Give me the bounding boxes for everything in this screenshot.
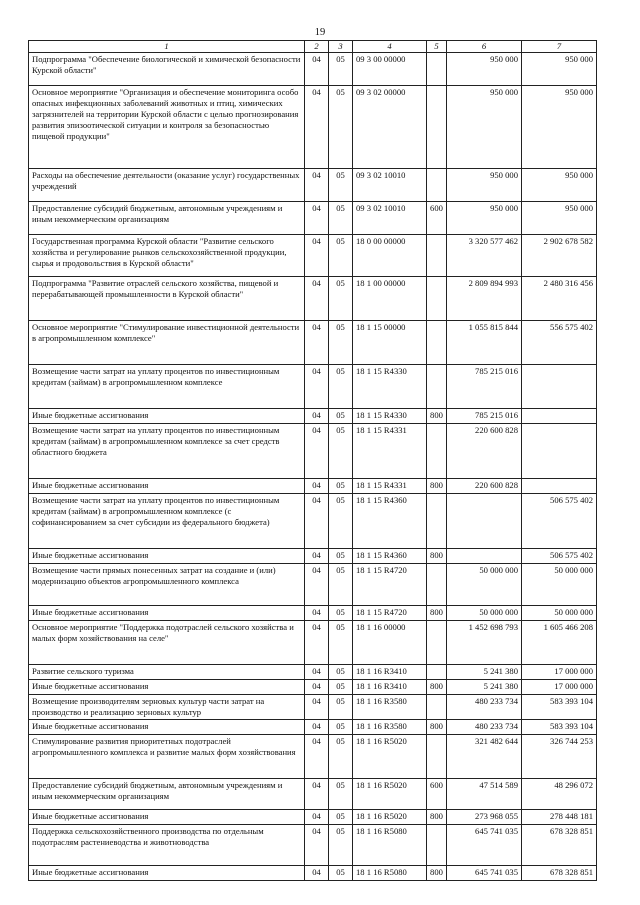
row-sum-year2-cell: 506 575 402: [522, 494, 597, 549]
row-sum-year1-cell: 220 600 828: [447, 479, 522, 494]
row-name-cell: Расходы на обеспечение деятельности (оказание услуг) государственных учреждений: [29, 169, 305, 202]
table-row: [29, 424, 597, 479]
row-subsection-cell: 05: [329, 365, 353, 409]
row-name-cell: Государственная программа Курской области "Развитие сельского хозяйства и регулирование рынков сельскохозяйственной продукции, сырья и продовольствия в Курской области": [29, 235, 305, 277]
row-expense-type-cell: 800: [427, 409, 447, 424]
row-section-cell: 04: [305, 235, 329, 277]
row-subsection-cell: 05: [329, 169, 353, 202]
row-subsection-cell: 05: [329, 86, 353, 169]
row-expense-type-cell: 800: [427, 606, 447, 621]
row-target-article-cell: 18 1 16 R5080: [353, 866, 427, 881]
row-sum-year2-cell: 950 000: [522, 53, 597, 86]
row-section-cell: 04: [305, 825, 329, 866]
row-target-article-cell: 18 1 16 00000: [353, 621, 427, 665]
row-name-cell: Подпрограмма "Обеспечение биологической и химической безопасности Курской области": [29, 53, 305, 86]
row-target-article-cell: 18 1 16 R5020: [353, 735, 427, 779]
row-sum-year1-cell: 273 968 055: [447, 810, 522, 825]
header-cell: 5: [427, 41, 447, 53]
row-sum-year1-cell: [447, 494, 522, 549]
table-row: [29, 825, 597, 866]
row-sum-year1-cell: 1 055 815 844: [447, 321, 522, 365]
row-expense-type-cell: [427, 564, 447, 606]
table-row: [29, 665, 597, 680]
table-row: [29, 169, 597, 202]
row-target-article-cell: 18 1 15 00000: [353, 321, 427, 365]
row-sum-year1-cell: 50 000 000: [447, 606, 522, 621]
row-section-cell: 04: [305, 494, 329, 549]
table-row: [29, 235, 597, 277]
row-subsection-cell: 05: [329, 321, 353, 365]
row-expense-type-cell: [427, 665, 447, 680]
row-sum-year2-cell: 583 393 104: [522, 720, 597, 735]
row-expense-type-cell: [427, 621, 447, 665]
table-row: [29, 53, 597, 86]
row-sum-year1-cell: 5 241 380: [447, 680, 522, 695]
row-expense-type-cell: [427, 695, 447, 720]
row-name-cell: Иные бюджетные ассигнования: [29, 409, 305, 424]
row-subsection-cell: 05: [329, 424, 353, 479]
header-row: [29, 41, 597, 53]
row-subsection-cell: 05: [329, 277, 353, 321]
table-row: [29, 321, 597, 365]
row-section-cell: 04: [305, 720, 329, 735]
row-section-cell: 04: [305, 202, 329, 235]
row-subsection-cell: 05: [329, 479, 353, 494]
row-subsection-cell: 05: [329, 564, 353, 606]
row-target-article-cell: 18 1 15 R4720: [353, 564, 427, 606]
row-section-cell: 04: [305, 409, 329, 424]
row-target-article-cell: 09 3 02 10010: [353, 169, 427, 202]
row-name-cell: Возмещение части затрат на уплату процентов по инвестиционным кредитам (займам) в агропромышленном комплексе (с софинансированием за счет субсидии из федерального бюджета): [29, 494, 305, 549]
row-target-article-cell: 18 1 16 R5020: [353, 779, 427, 810]
row-sum-year1-cell: 321 482 644: [447, 735, 522, 779]
row-section-cell: 04: [305, 606, 329, 621]
row-sum-year1-cell: 785 215 016: [447, 409, 522, 424]
row-sum-year1-cell: [447, 549, 522, 564]
row-subsection-cell: 05: [329, 810, 353, 825]
row-section-cell: 04: [305, 53, 329, 86]
table-row: [29, 494, 597, 549]
row-sum-year1-cell: 645 741 035: [447, 825, 522, 866]
row-subsection-cell: 05: [329, 606, 353, 621]
row-sum-year2-cell: 950 000: [522, 86, 597, 169]
row-target-article-cell: 18 1 16 R5020: [353, 810, 427, 825]
row-name-cell: Иные бюджетные ассигнования: [29, 606, 305, 621]
row-subsection-cell: 05: [329, 779, 353, 810]
row-sum-year1-cell: 1 452 698 793: [447, 621, 522, 665]
row-section-cell: 04: [305, 810, 329, 825]
table-row: [29, 479, 597, 494]
table-row: [29, 202, 597, 235]
row-name-cell: Иные бюджетные ассигнования: [29, 680, 305, 695]
row-sum-year2-cell: 2 902 678 582: [522, 235, 597, 277]
row-section-cell: 04: [305, 779, 329, 810]
row-subsection-cell: 05: [329, 866, 353, 881]
table-row: [29, 277, 597, 321]
row-expense-type-cell: 800: [427, 810, 447, 825]
row-expense-type-cell: 800: [427, 720, 447, 735]
row-sum-year1-cell: 2 809 894 993: [447, 277, 522, 321]
row-subsection-cell: 05: [329, 202, 353, 235]
row-expense-type-cell: [427, 321, 447, 365]
row-target-article-cell: 09 3 02 00000: [353, 86, 427, 169]
row-target-article-cell: 18 1 16 R3580: [353, 695, 427, 720]
row-expense-type-cell: 800: [427, 866, 447, 881]
row-target-article-cell: 18 1 16 R3410: [353, 680, 427, 695]
row-subsection-cell: 05: [329, 735, 353, 779]
row-subsection-cell: 05: [329, 409, 353, 424]
row-name-cell: Стимулирование развития приоритетных подотраслей агропромышленного комплекса и развитие малых форм хозяйствования: [29, 735, 305, 779]
row-expense-type-cell: 800: [427, 549, 447, 564]
row-section-cell: 04: [305, 424, 329, 479]
row-section-cell: 04: [305, 665, 329, 680]
row-name-cell: Основное мероприятие "Стимулирование инвестиционной деятельности в агропромышленном комплексе": [29, 321, 305, 365]
row-subsection-cell: 05: [329, 235, 353, 277]
row-section-cell: 04: [305, 621, 329, 665]
row-target-article-cell: 18 1 16 R5080: [353, 825, 427, 866]
row-section-cell: 04: [305, 277, 329, 321]
row-sum-year1-cell: 950 000: [447, 169, 522, 202]
row-section-cell: 04: [305, 365, 329, 409]
row-section-cell: 04: [305, 479, 329, 494]
row-sum-year1-cell: 3 320 577 462: [447, 235, 522, 277]
budget-table: [28, 40, 597, 881]
header-cell: 3: [329, 41, 353, 53]
row-target-article-cell: 09 3 00 00000: [353, 53, 427, 86]
row-target-article-cell: 18 1 15 R4331: [353, 479, 427, 494]
row-name-cell: Иные бюджетные ассигнования: [29, 720, 305, 735]
row-expense-type-cell: [427, 365, 447, 409]
table-row: [29, 695, 597, 720]
row-target-article-cell: 09 3 02 10010: [353, 202, 427, 235]
row-subsection-cell: 05: [329, 720, 353, 735]
table-row: [29, 564, 597, 606]
row-subsection-cell: 05: [329, 53, 353, 86]
row-section-cell: 04: [305, 866, 329, 881]
table-row: [29, 365, 597, 409]
row-target-article-cell: 18 1 15 R4360: [353, 549, 427, 564]
row-subsection-cell: 05: [329, 549, 353, 564]
row-name-cell: Иные бюджетные ассигнования: [29, 810, 305, 825]
row-name-cell: Иные бюджетные ассигнования: [29, 549, 305, 564]
table-row: [29, 680, 597, 695]
row-sum-year2-cell: 556 575 402: [522, 321, 597, 365]
table-row: [29, 779, 597, 810]
row-name-cell: Иные бюджетные ассигнования: [29, 479, 305, 494]
row-sum-year1-cell: 645 741 035: [447, 866, 522, 881]
row-section-cell: 04: [305, 86, 329, 169]
table-row: [29, 409, 597, 424]
table-row: [29, 621, 597, 665]
row-expense-type-cell: [427, 169, 447, 202]
row-expense-type-cell: [427, 825, 447, 866]
row-sum-year1-cell: 5 241 380: [447, 665, 522, 680]
row-sum-year2-cell: 678 328 851: [522, 825, 597, 866]
row-section-cell: 04: [305, 321, 329, 365]
row-expense-type-cell: 800: [427, 479, 447, 494]
row-sum-year1-cell: 950 000: [447, 86, 522, 169]
row-sum-year2-cell: 50 000 000: [522, 564, 597, 606]
row-section-cell: 04: [305, 169, 329, 202]
row-expense-type-cell: 600: [427, 202, 447, 235]
row-name-cell: Поддержка сельскохозяйственного производства по отдельным подотраслям растениеводства и животноводства: [29, 825, 305, 866]
row-sum-year1-cell: 950 000: [447, 53, 522, 86]
row-section-cell: 04: [305, 735, 329, 779]
row-name-cell: Подпрограмма "Развитие отраслей сельского хозяйства, пищевой и перерабатывающей промышленности в Курской области": [29, 277, 305, 321]
row-sum-year2-cell: 326 744 253: [522, 735, 597, 779]
row-subsection-cell: 05: [329, 825, 353, 866]
row-name-cell: Основное мероприятие "Организация и обеспечение мониторинга особо опасных инфекционных заболеваний животных и птиц, химических загрязнителей на территории Курской области с целью прогнозирования развития эпизоотической ситуации и контроля за безопасностью пищевой продукции": [29, 86, 305, 169]
row-target-article-cell: 18 1 15 R4360: [353, 494, 427, 549]
row-sum-year2-cell: 278 448 181: [522, 810, 597, 825]
header-cell: 6: [447, 41, 522, 53]
row-subsection-cell: 05: [329, 680, 353, 695]
row-expense-type-cell: 600: [427, 779, 447, 810]
row-sum-year2-cell: 950 000: [522, 202, 597, 235]
row-subsection-cell: 05: [329, 665, 353, 680]
row-target-article-cell: 18 1 15 R4330: [353, 365, 427, 409]
row-target-article-cell: 18 1 00 00000: [353, 277, 427, 321]
row-expense-type-cell: [427, 735, 447, 779]
row-name-cell: Возмещение части затрат на уплату процентов по инвестиционным кредитам (займам) в агропромышленном комплексе: [29, 365, 305, 409]
row-subsection-cell: 05: [329, 695, 353, 720]
row-sum-year2-cell: 17 000 000: [522, 665, 597, 680]
row-expense-type-cell: [427, 277, 447, 321]
row-name-cell: Развитие сельского туризма: [29, 665, 305, 680]
row-sum-year2-cell: 48 296 072: [522, 779, 597, 810]
row-sum-year2-cell: [522, 479, 597, 494]
row-sum-year1-cell: 480 233 734: [447, 695, 522, 720]
table-row: [29, 606, 597, 621]
table-row: [29, 720, 597, 735]
table-row: [29, 549, 597, 564]
row-sum-year1-cell: 950 000: [447, 202, 522, 235]
row-sum-year2-cell: 2 480 316 456: [522, 277, 597, 321]
row-sum-year2-cell: 50 000 000: [522, 606, 597, 621]
row-subsection-cell: 05: [329, 621, 353, 665]
row-section-cell: 04: [305, 564, 329, 606]
table-row: [29, 810, 597, 825]
row-sum-year1-cell: 47 514 589: [447, 779, 522, 810]
page-number: 19: [314, 27, 326, 38]
row-name-cell: Предоставление субсидий бюджетным, автономным учреждениям и иным некоммерческим организациям: [29, 202, 305, 235]
row-name-cell: Предоставление субсидий бюджетным, автономным учреждениям и иным некоммерческим организациям: [29, 779, 305, 810]
row-sum-year2-cell: 583 393 104: [522, 695, 597, 720]
row-sum-year2-cell: 506 575 402: [522, 549, 597, 564]
row-sum-year2-cell: 950 000: [522, 169, 597, 202]
row-name-cell: Возмещение части затрат на уплату процентов по инвестиционным кредитам (займам) в агропромышленном комплексе за счет средств областного бюджета: [29, 424, 305, 479]
row-target-article-cell: 18 1 15 R4720: [353, 606, 427, 621]
header-cell: 4: [353, 41, 427, 53]
row-expense-type-cell: [427, 494, 447, 549]
row-section-cell: 04: [305, 680, 329, 695]
row-sum-year2-cell: [522, 409, 597, 424]
row-expense-type-cell: [427, 235, 447, 277]
row-target-article-cell: 18 1 15 R4330: [353, 409, 427, 424]
row-sum-year1-cell: 50 000 000: [447, 564, 522, 606]
row-target-article-cell: 18 1 16 R3580: [353, 720, 427, 735]
row-sum-year2-cell: 17 000 000: [522, 680, 597, 695]
header-cell: 1: [29, 41, 305, 53]
row-section-cell: 04: [305, 549, 329, 564]
row-section-cell: 04: [305, 695, 329, 720]
row-name-cell: Возмещение части прямых понесенных затрат на создание и (или) модернизацию объектов агропромышленного комплекса: [29, 564, 305, 606]
row-target-article-cell: 18 1 15 R4331: [353, 424, 427, 479]
row-expense-type-cell: [427, 424, 447, 479]
table-row: [29, 735, 597, 779]
row-sum-year2-cell: [522, 365, 597, 409]
header-cell: 7: [522, 41, 597, 53]
row-sum-year1-cell: 220 600 828: [447, 424, 522, 479]
table-row: [29, 866, 597, 881]
table-row: [29, 86, 597, 169]
row-expense-type-cell: [427, 53, 447, 86]
row-sum-year1-cell: 785 215 016: [447, 365, 522, 409]
row-name-cell: Иные бюджетные ассигнования: [29, 866, 305, 881]
row-name-cell: Возмещение производителям зерновых культур части затрат на производство и реализацию зерновых культур: [29, 695, 305, 720]
row-sum-year2-cell: 678 328 851: [522, 866, 597, 881]
row-sum-year1-cell: 480 233 734: [447, 720, 522, 735]
row-sum-year2-cell: [522, 424, 597, 479]
row-target-article-cell: 18 1 16 R3410: [353, 665, 427, 680]
row-target-article-cell: 18 0 00 00000: [353, 235, 427, 277]
row-name-cell: Основное мероприятие "Поддержка подотраслей сельского хозяйства и малых форм хозяйствования на селе": [29, 621, 305, 665]
row-expense-type-cell: 800: [427, 680, 447, 695]
row-subsection-cell: 05: [329, 494, 353, 549]
header-cell: 2: [305, 41, 329, 53]
row-expense-type-cell: [427, 86, 447, 169]
row-sum-year2-cell: 1 605 466 208: [522, 621, 597, 665]
